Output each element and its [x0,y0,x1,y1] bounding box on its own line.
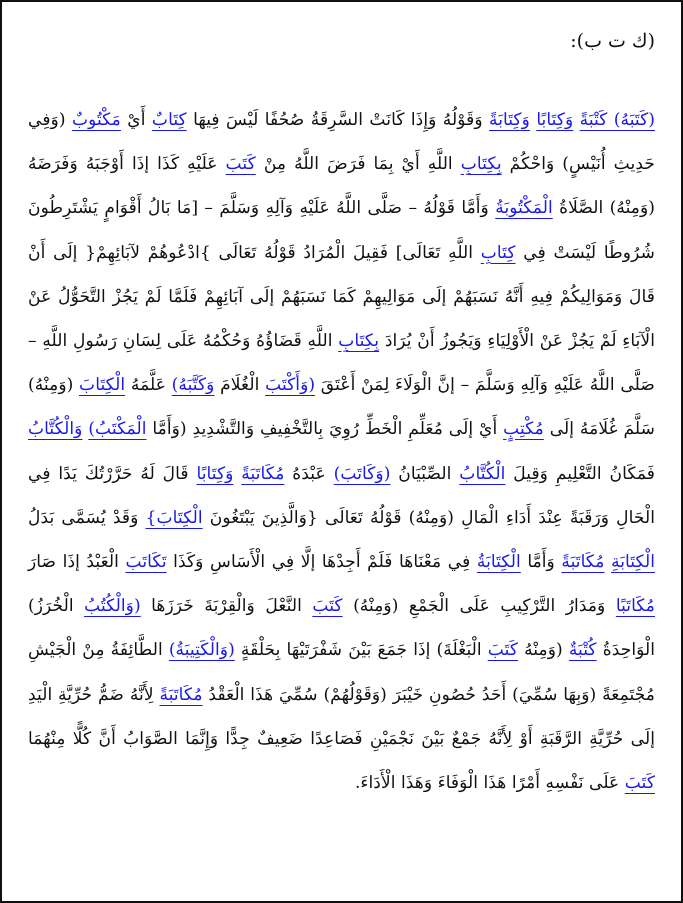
entry-text-run: قَالَ لَهُ حَرَّرْتُكَ يَدًا فِي الْحَالِ وَرَقَبَةً عِنْدَ أَدَاءِ الْمَالِ (وَمِنْهُ) قَوْلُهُ تَعَالَى {وَالَّذِينَ يَبْتَغُونَ [28,463,655,528]
entry-text-run: الطَّائِفَةُ مِنْ الْجَيْشِ مُجْتَمِعَةً (وَبِهَا سُمِّيَ) أَحَدُ حُصُونِ خَيْبَرَ (وَقَوْلُهُمْ) سُمِّيَ هَذَا الْعَقْدُ [28,640,656,705]
entry-text-run: الصِّبْيَانُ [390,463,460,484]
keyword-link[interactable]: الْكُتَّابُ [459,463,506,484]
keyword-link[interactable]: كُتْبَةٌ [568,640,597,661]
keyword-link[interactable]: وَكَتَّبَهُ) [171,375,215,396]
entry-text-run: الْخُرَزُ) الْوَاحِدَةُ [28,596,656,661]
keyword-link[interactable]: مُكَاتَبَةً [241,463,285,484]
entry-text-run: وَأَمَّا قَوْلُهُ – صَلَّى اللَّهُ عَلَيْهِ وَآلِهِ وَسَلَّمَ – [مَا بَالُ أَقْوَامٍ يَشْتَرِطُونَ شُرُوطًا لَيْسَتْ فِي [28,198,655,263]
entry-text-run: (وَمِنْهُ) سَلَّمَ غُلَامَهُ إلَى [28,375,655,440]
keyword-link[interactable]: كَتَبَ [312,596,343,617]
keyword-link[interactable]: وَكِتَابًا [196,463,234,484]
keyword-link[interactable]: (وَالْكُتُبُ [84,596,141,617]
entry-text-run: عَبْدَهُ [284,463,334,484]
entry-text-run: اللَّهِ أَيْ بِمَا فَرَضَ اللَّهُ مِنْ [255,154,461,175]
keyword-link[interactable]: الْكِتَابَ [79,375,126,396]
entry-text-run: النَّعْلَ وَالْقِرْبَةَ خَرَزَهَا [140,596,313,617]
entry-text-run: اللَّهِ قَضَاؤُهُ وَحُكْمُهُ عَلَى لِسَانِ رَسُولِ اللَّهِ – صَلَّى اللَّهُ عَلَيْهِ وَآلِهِ وَسَلَّمَ – إنَّ الْوَلَاءَ لِمَنْ أَعْتَقَ [28,331,655,396]
entry-text-run: عَلَيْهِ كَذَا إذَا أَوْجَبَهُ وَفَرَضَهُ (وَمِنْهُ) الصَّلَاةُ [28,154,655,219]
entry-text-run: اللَّهِ تَعَالَى] فَقِيلَ الْمُرَادُ قَوْلُهُ تَعَالَى }ادْعُوهُمْ لآبَائِهِمْ{ إلَى أَنْ قَالَ وَمَوَالِيكُمْ فِيهِ أَنَّهُ نَسَبَهُمْ إلَى مَوَالِيهِمْ كَمَا نَسَبَهُمْ إلَى آبَائِهِمْ فَلَمَّا لَمْ يَجُزْ التَّحَوُّلُ عَنْ الْآبَاءِ لَمْ يَجُزْ عَنْ الْأَوْلِيَاءِ وَيَجُوزُ أَنْ يُرَادَ [28,242,655,352]
keyword-link[interactable]: كَتَبَ [225,154,256,175]
keyword-link[interactable]: مَكْتُوبٌ [71,110,121,130]
keyword-link[interactable]: بِكِتَابِ [338,331,380,352]
keyword-link[interactable]: (كَتَبَهُ) [607,110,655,130]
entry-text-run: وَقَدْ يُسَمَّى بَدَلُ [28,507,146,528]
entry-text-run: فِي مَعْنَاهَا فَلَمْ أَجِدْهَا إلَّا فِي الْأَسَاسِ وَكَذَا [166,552,477,573]
entry-text-run: وَمَدَارُ التَّرْكِيبِ عَلَى الْجَمْعِ (وَمِنْهُ) [342,596,616,617]
keyword-link[interactable]: الْمَكْتُوبَةُ [495,198,553,219]
entry-body-text [28,98,655,805]
entry-text-run: (وَفِي حَدِيثِ أُنَيْسٍ) وَاحْكُمْ [28,110,655,175]
keyword-link[interactable]: الْكِتَابَةِ [611,552,655,573]
keyword-link[interactable]: كِتَابِ [480,242,516,263]
keyword-link[interactable]: وَكِتَابًا [536,110,574,130]
keyword-link[interactable]: الْكِتَابَةُ [476,552,521,573]
entry-root-heading: (ك ت ب): [570,30,655,52]
keyword-link[interactable]: الْمَكْتَبُ) [88,419,147,440]
entry-text-run: (وَمِنْهُ [518,640,569,661]
entry-text-run: وَقَوْلُهُ وَإِذَا كَانَتْ السَّرِقَةُ صُحُفًا لَيْسَ فِيهَا [186,110,490,130]
keyword-link[interactable]: كَتْبَةً [579,110,608,130]
entry-text-run: أَيْ إلَى مُعَلِّمِ الْخَطِّ رُوِيَ بِالتَّخْفِيفِ وَالتَّشْدِيدِ (وَأَمَّا [146,419,504,440]
keyword-link[interactable]: كَتَبَ [624,773,655,794]
keyword-link[interactable]: وَالْكُتَّابُ [28,419,83,440]
keyword-link[interactable]: كَتَبَ [487,640,518,661]
keyword-link[interactable]: (وَكَاتَبَ) [333,463,391,484]
keyword-link[interactable]: كِتَابٌ [151,110,187,130]
keyword-link[interactable]: تَكَاتَبَ [125,552,167,573]
entry-text-run: الْغُلَامَ [214,375,266,396]
entry-text-run: أَيْ [120,110,152,130]
keyword-link[interactable]: (وَأَكْتَبَ [265,375,316,396]
entry-text-run: الْعَبْدُ إذَا صَارَ [28,552,126,573]
entry-text-run: وَأَمَّا [520,552,562,573]
keyword-link[interactable]: مُكَاتَبًا [615,596,656,617]
keyword-link[interactable]: مُكَاتَبَةً [561,552,605,573]
keyword-link[interactable]: مُكَاتَبَةً [159,684,203,705]
entry-text-run: الْبَغْلَةَ) إذَا جَمَعَ بَيْنَ شَفْرَتَيْهَا بِحَلْقَةٍ [234,640,488,661]
keyword-link[interactable]: الْكِتَابَ} [145,507,203,528]
entry-text-run: لِأَنَّهُ ضَمُّ حُرِّيَّةِ الْيَدِ إلَى حُرِّيَّةِ الرَّقَبَةِ أَوْ لِأَنَّهُ جَمْعٌ بَيْنَ نَجْمَيْنِ فَصَاعِدًا ضَعِيفٌ جِدًّا وَإِنَّمَا الصَّوَابُ أَنَّ كُلًّا مِنْهُمَا [28,684,655,749]
keyword-link[interactable]: مُكْتِبٍ [503,419,544,440]
entry-text-run: عَلَى نَفْسِهِ أَمْرًا هَذَا الْوَفَاءَ وَهَذَا الْأَدَاءَ. [354,773,625,794]
keyword-link[interactable]: (وَالْكَتِيبَةُ) [168,640,235,661]
entry-text-run: فَمَكَانُ التَّعْلِيمِ وَقِيلَ [505,463,655,484]
keyword-link[interactable]: وَكِتَابَةً [489,110,530,130]
keyword-link[interactable]: بِكِتَابِ [460,154,502,175]
entry-text-run: عَلَّمَهُ [125,375,172,396]
